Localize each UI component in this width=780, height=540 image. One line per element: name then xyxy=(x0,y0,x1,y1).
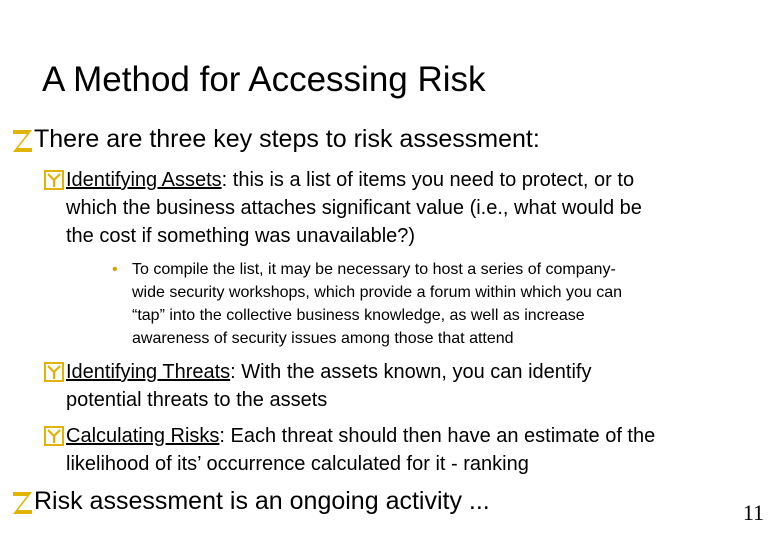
step-text: : With the assets known, you can identify xyxy=(230,361,592,383)
slide-title: A Method for Accessing Risk xyxy=(42,60,486,99)
y-bullet-icon xyxy=(44,362,64,382)
step-term: Identifying Assets xyxy=(66,169,222,191)
sub-bullet-line: awareness of security issues among those that attend xyxy=(132,330,514,347)
step-identifying-threats xyxy=(44,358,778,414)
z-bullet-icon xyxy=(10,126,36,156)
y-bullet-icon xyxy=(44,426,64,446)
step-identifying-assets xyxy=(44,166,778,250)
level1-text: Risk assessment is an ongoing activity ... xyxy=(34,487,490,515)
sub-bullet xyxy=(112,258,772,350)
sub-bullet-line: To compile the list, it may be necessary to host a series of company- xyxy=(132,261,616,278)
step-line: likelihood of its’ occurrence calculated for it - ranking xyxy=(66,453,529,475)
y-bullet-icon xyxy=(44,170,64,190)
z-bullet-icon xyxy=(10,488,36,518)
step-calculating-risks xyxy=(44,422,778,478)
step-term: Calculating Risks xyxy=(66,425,220,447)
step-line: potential threats to the assets xyxy=(66,389,328,411)
level1-bullet-ongoing xyxy=(10,484,770,518)
step-text: : Each threat should then have an estimate of the xyxy=(219,425,656,447)
step-line: which the business attaches significant value (i.e., what would be xyxy=(66,197,642,219)
level1-text: There are three key steps to risk assessment: xyxy=(34,125,540,153)
page-number: 11 xyxy=(742,500,764,525)
step-term: Identifying Threats xyxy=(66,361,231,383)
dot-bullet-icon: • xyxy=(112,261,118,278)
sub-bullet-line: wide security workshops, which provide a forum within which you can xyxy=(132,284,622,301)
sub-bullet-line: “tap” into the collective business knowledge, as well as increase xyxy=(132,307,585,324)
step-text: : this is a list of items you need to protect, or to xyxy=(221,169,635,191)
step-line: the cost if something was unavailable?) xyxy=(66,225,416,247)
level1-bullet-steps xyxy=(10,122,770,156)
